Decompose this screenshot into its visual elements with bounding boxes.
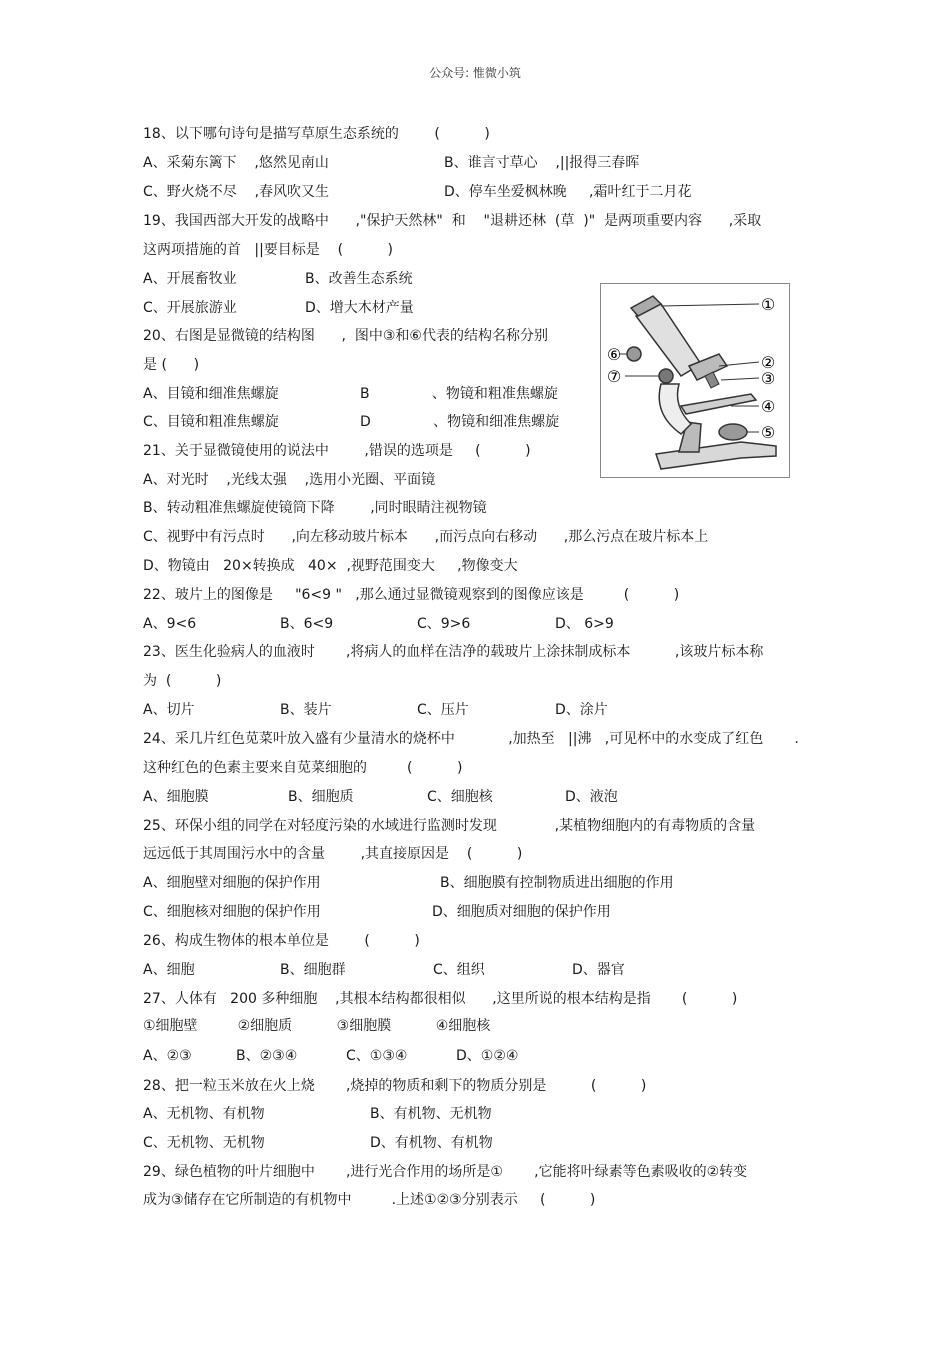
microscope-diagram <box>600 283 790 478</box>
question-27-items: ①细胞壁 ②细胞质 ③细胞膜 ④细胞核 <box>143 1018 491 1034</box>
question-19-option-a: A、开展畜牧业 <box>143 271 237 287</box>
question-23-option-a: A、切片 <box>143 702 195 718</box>
question-27-option-d: D、①②④ <box>456 1048 519 1064</box>
question-21-option-d: D、物镜由 20×转换成 40× ,视野范围变大 ,物像变大 <box>143 558 518 574</box>
figure-label-2: ② <box>760 353 776 372</box>
question-20-stem-line1: 20、右图是显微镜的结构图 , 图中③和⑥代表的结构名称分别 <box>143 328 548 344</box>
question-24-stem-line1: 24、采几片红色苋菜叶放入盛有少量清水的烧杯中 ,加热至 ||沸 ,可见杯中的水变成了红色 . <box>143 731 799 747</box>
question-26-option-c: C、组织 <box>433 962 485 978</box>
question-24-option-d: D、液泡 <box>565 789 618 805</box>
page-header: 公众号: 惟微小筑 <box>429 66 521 80</box>
question-23-option-b: B、装片 <box>280 702 332 718</box>
question-25-option-b: B、细胞膜有控制物质进出细胞的作用 <box>440 875 674 891</box>
question-26-stem: 26、构成生物体的根本单位是 ( ) <box>143 933 420 949</box>
question-24-option-b: B、细胞质 <box>288 789 354 805</box>
question-23-option-d: D、涂片 <box>555 702 608 718</box>
question-26-option-b: B、细胞群 <box>280 962 346 978</box>
question-20-option-d: D 、物镜和细准焦螺旋 <box>360 414 560 430</box>
question-18-stem: 18、以下哪句诗句是描写草原生态系统的 ( ) <box>143 126 490 142</box>
question-22-option-c: C、9>6 <box>417 616 471 632</box>
question-24-option-a: A、细胞膜 <box>143 789 209 805</box>
question-20-option-a: A、目镜和细准焦螺旋 <box>143 386 279 402</box>
microscope-drawing <box>601 284 789 477</box>
question-27-option-b: B、②③④ <box>236 1048 298 1064</box>
question-28-option-b: B、有机物、无机物 <box>370 1106 492 1122</box>
question-28-option-c: C、无机物、无机物 <box>143 1135 265 1151</box>
question-19-stem-line2: 这两项措施的首 ||要目标是 ( ) <box>143 242 394 258</box>
question-21-option-b: B、转动粗准焦螺旋使镜筒下降 ,同时眼睛注视物镜 <box>143 500 487 516</box>
question-25-option-c: C、细胞核对细胞的保护作用 <box>143 904 321 920</box>
figure-label-3: ③ <box>760 369 776 388</box>
question-21-stem: 21、关于显微镜使用的说法中 ,错误的选项是 ( ) <box>143 443 531 459</box>
question-24-option-c: C、细胞核 <box>427 789 493 805</box>
question-29-stem-line2: 成为③储存在它所制造的有机物中 .上述①②③分别表示 ( ) <box>143 1192 596 1208</box>
question-23-stem-line1: 23、医生化验病人的血液时 ,将病人的血样在洁净的载玻片上涂抹制成标本 ,该玻片标本称 <box>143 644 764 660</box>
question-25-option-d: D、细胞质对细胞的保护作用 <box>432 904 611 920</box>
question-21-option-c: C、视野中有污点时 ,向左移动玻片标本 ,而污点向右移动 ,那么污点在玻片标本上 <box>143 529 709 545</box>
question-27-option-c: C、①③④ <box>346 1048 408 1064</box>
question-28-option-d: D、有机物、有机物 <box>370 1135 493 1151</box>
question-18-option-b: B、谁言寸草心 ,||报得三春晖 <box>444 155 640 171</box>
question-18-option-d: D、停车坐爱枫林晚 ,霜叶红于二月花 <box>444 184 692 200</box>
question-25-stem-line1: 25、环保小组的同学在对轻度污染的水域进行监测时发现 ,某植物细胞内的有毒物质的含量 <box>143 818 756 834</box>
question-22-option-d: D、 6>9 <box>555 616 614 632</box>
question-22-option-b: B、6<9 <box>280 616 334 632</box>
question-24-stem-line2: 这种红色的色素主要来自苋菜细胞的 ( ) <box>143 760 463 776</box>
figure-label-5: ⑤ <box>760 423 776 442</box>
question-18-option-c: C、野火烧不尽 ,春风吹又生 <box>143 184 330 200</box>
question-20-option-c: C、目镜和粗准焦螺旋 <box>143 414 279 430</box>
question-19-option-c: C、开展旅游业 <box>143 300 237 316</box>
question-28-stem: 28、把一粒玉米放在火上烧 ,烧掉的物质和剩下的物质分别是 ( ) <box>143 1078 647 1094</box>
question-18-option-a: A、采菊东篱下 ,悠然见南山 <box>143 155 329 171</box>
figure-label-7: ⑦ <box>606 367 622 386</box>
question-26-option-d: D、器官 <box>572 962 625 978</box>
question-25-option-a: A、细胞壁对细胞的保护作用 <box>143 875 321 891</box>
figure-label-4: ④ <box>760 397 776 416</box>
figure-label-6: ⑥ <box>606 345 622 364</box>
figure-label-1: ① <box>760 295 776 314</box>
question-25-stem-line2: 远远低于其周围污水中的含量 ,其直接原因是 ( ) <box>143 846 523 862</box>
question-26-option-a: A、细胞 <box>143 962 195 978</box>
question-22-option-a: A、9<6 <box>143 616 197 632</box>
question-27-stem: 27、人体有 200 多种细胞 ,其根本结构都很相似 ,这里所说的根本结构是指 ( ) <box>143 991 738 1007</box>
question-21-option-a: A、对光时 ,光线太强 ,选用小光圈、平面镜 <box>143 472 436 488</box>
question-27-option-a: A、②③ <box>143 1048 192 1064</box>
question-23-option-c: C、压片 <box>417 702 469 718</box>
question-20-option-b: B 、物镜和粗准焦螺旋 <box>360 386 558 402</box>
question-29-stem-line1: 29、绿色植物的叶片细胞中 ,进行光合作用的场所是① ,它能将叶绿素等色素吸收的②转变 <box>143 1164 748 1180</box>
question-19-option-d: D、增大木材产量 <box>305 300 414 316</box>
question-28-option-a: A、无机物、有机物 <box>143 1106 265 1122</box>
question-22-stem: 22、玻片上的图像是 "6<9 " ,那么通过显微镜观察到的图像应该是 ( ) <box>143 587 680 603</box>
question-19-option-b: B、改善生态系统 <box>305 271 413 287</box>
question-19-stem-line1: 19、我国西部大开发的战略中 ,"保护天然林" 和 "退耕还林 (草 )" 是两项重要内容 ,采取 <box>143 213 762 229</box>
question-23-stem-line2: 为 ( ) <box>143 673 222 689</box>
question-20-stem-line2: 是 ( ) <box>143 357 200 373</box>
